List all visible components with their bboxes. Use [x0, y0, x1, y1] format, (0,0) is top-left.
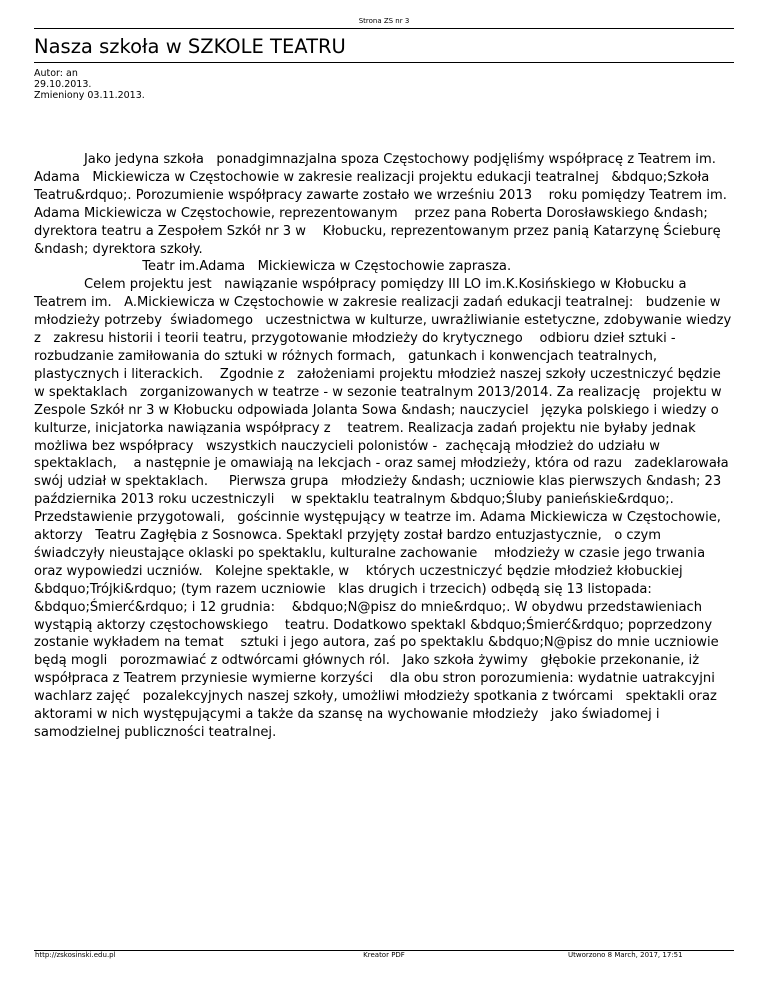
article-line: możliwa bez współpracy wszystkich nauczycieli polonistów - zachęcają młodzież do udziału w	[34, 438, 660, 454]
article-line: zostanie wykładem na temat sztuki i jego autora, zaś po spektaklu &bdquo;N@pisz do mnie uczniowie	[34, 635, 719, 651]
article-line: &ndash; dyrektora szkoły.	[34, 241, 203, 257]
article-line: Zespole Szkół nr 3 w Kłobucku odpowiada Jolanta Sowa &ndash; nauczyciel języka polskiego i wiedzy o	[34, 402, 719, 418]
footer-url: http://zskosinski.edu.pl	[35, 951, 116, 959]
article-line: aktorami w nich występującymi a także da szansę na wychowanie młodzieży jako świadomej i	[34, 707, 660, 723]
article-line: dyrektora teatru a Zespołem Szkół nr 3 w Kłobucku, reprezentowanym przez panią Katarzynę Ścieburę	[34, 223, 721, 239]
article-line: z zakresu historii i teorii teatru, przygotowanie młodzieży do krytycznego odbioru dzieł sztuki -	[34, 331, 676, 347]
article-line: współpraca z Teatrem przyniesie wymierne korzyści dla obu stron porozumienia: wydatnie uatrakcyjni	[34, 671, 715, 687]
article-line: Przedstawienie przygotowali, gościnnie występujący w teatrze im. Adama Mickiewicza w Częstochowie,	[34, 510, 721, 526]
article-line: plastycznych i literackich. Zgodnie z założeniami projektu młodzież naszej szkoły uczestniczyć będzie	[34, 366, 721, 382]
article-body	[34, 151, 754, 742]
article-line: w spektaklach zorganizowanych w teatrze - w sezonie teatralnym 2013/2014. Za realizację projektu w	[34, 384, 722, 400]
article-line: wystąpią aktorzy częstochowskiego teatru. Dodatkowo spektakl &bdquo;Śmierć&rdquo; poprzedzony	[34, 617, 713, 633]
footer-generator: Kreator PDF	[363, 951, 405, 959]
article-line: świadczyły nieustające oklaski po spektaklu, kulturalne zachowanie młodzieży w czasie jego trwania	[34, 545, 706, 561]
article-line: wachlarz zajęć pozalekcyjnych naszej szkoły, umożliwi młodzieży spotkania z twórcami spektakli oraz	[34, 689, 717, 705]
article-line: spektaklach, a następnie je omawiają na lekcjach - oraz samej młodzieży, która od razu zadeklarowała	[34, 456, 729, 472]
article-line: Celem projektu jest nawiązanie współpracy pomiędzy III LO im.K.Kosińskiego w Kłobucku a	[34, 277, 687, 293]
date-line: 29.10.2013.	[34, 79, 92, 90]
article-line: Teatrem im. A.Mickiewicza w Częstochowie w zakresie realizacji zadań edukacji teatralnej: budzenie w	[34, 295, 721, 311]
page-header-label: Strona ZS nr 3	[358, 17, 410, 25]
article-meta	[34, 68, 145, 101]
header-rule	[34, 28, 734, 29]
article-line: kulturze, inicjatorka nawiązania współpracy z teatrem. Realizacja zadań projektu nie byłaby jednak	[34, 420, 696, 436]
article-line: aktorzy Teatru Zagłębia z Sosnowca. Spektakl przyjęty został bardzo entuzjastycznie, o czym	[34, 528, 661, 544]
article-line: października 2013 roku uczestniczyli w spektaklu teatralnym &bdquo;Śluby panieńskie&rdquo;.	[34, 492, 674, 508]
title-rule	[34, 62, 734, 63]
article-line: rozbudzanie zamiłowania do sztuki w różnych formach, gatunkach i konwencjach teatralnych,	[34, 348, 658, 364]
article-line: Adama Mickiewicza w Częstochowie w zakresie realizacji projektu edukacji teatralnej &bdquo;Szkoła	[34, 169, 710, 185]
article-line: oraz wypowiedzi uczniów. Kolejne spektakle, w których uczestniczyć będzie młodzież kłobuckiej	[34, 563, 683, 579]
article-line: Teatr im.Adama Mickiewicza w Częstochowie zaprasza.	[34, 259, 512, 275]
article-line: Jako jedyna szkoła ponadgimnazjalna spoza Częstochowy podjęliśmy współpracę z Teatrem im.	[34, 152, 716, 167]
author-line: Autor: an	[34, 68, 78, 79]
article-line: Adama Mickiewicza w Częstochowie, reprezentowanym przez pana Roberta Dorosławskiego &ndash;	[34, 205, 708, 221]
footer-created-date: Utworzono 8 March, 2017, 17:51	[568, 951, 683, 959]
article-line: Teatru&rdquo;. Porozumienie współpracy zawarte zostało we wrześniu 2013 roku pomiędzy Teatrem im.	[34, 187, 727, 203]
article-line: będą mogli porozmawiać z odtwórcami głównych ról. Jako szkoła żywimy głębokie przekonanie, iż	[34, 653, 700, 669]
page-title: Nasza szkoła w SZKOLE TEATRU	[34, 35, 346, 58]
article-line: młodzieży potrzeby świadomego uczestnictwa w kulturze, uwrażliwianie estetyczne, zdobywanie wiedzy	[34, 313, 732, 329]
modified-line: Zmieniony 03.11.2013.	[34, 90, 145, 101]
article-line: swój udział w spektaklach. Pierwsza grupa młodzieży &ndash; uczniowie klas pierwszych &ndash; 23	[34, 474, 722, 490]
article-line: &bdquo;Trójki&rdquo; (tym razem uczniowie klas drugich i trzecich) odbędą się 13 listopada:	[34, 581, 652, 597]
article-line: samodzielnej publiczności teatralnej.	[34, 725, 277, 740]
article-line: &bdquo;Śmierć&rdquo; i 12 grudnia: &bdquo;N@pisz do mnie&rdquo;. W obydwu przedstawieniach	[34, 599, 702, 615]
